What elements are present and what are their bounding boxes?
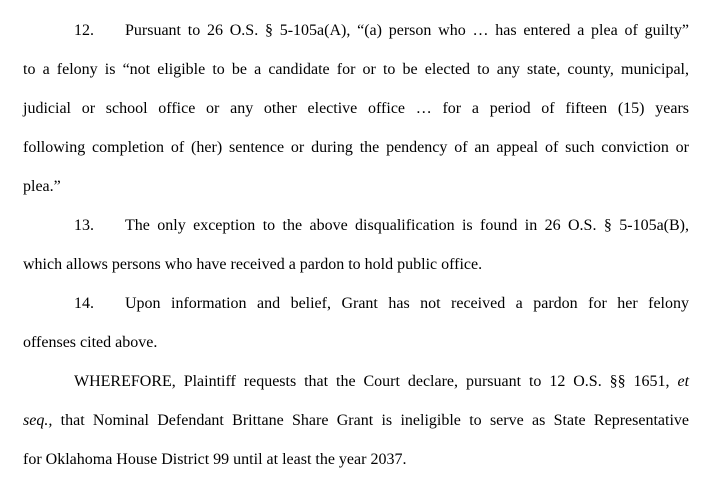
paragraph-13-line-1 xyxy=(23,206,689,245)
paragraph-text: Upon information and belief, Grant has not received a pardon for her felony xyxy=(125,295,689,312)
paragraph-text: The only exception to the above disqualification is found in 26 O.S. § 5-105a(B), xyxy=(125,217,689,234)
paragraph-14-line-1 xyxy=(23,284,689,323)
paragraph-12-line-5: plea.” xyxy=(23,178,61,195)
paragraph-number: 14. xyxy=(74,295,94,312)
paragraph-12-line-2: to a felony is “not eligible to be a candidate for or to be elected to any state, county, municipal, xyxy=(23,61,689,78)
wherefore-line-1 xyxy=(23,362,689,401)
wherefore-text: WHEREFORE, Plaintiff requests that the Court declare, pursuant to 12 O.S. §§ 1651, xyxy=(74,373,670,390)
paragraph-13-line-2: which allows persons who have received a pardon to hold public office. xyxy=(23,256,483,273)
wherefore-line-2 xyxy=(23,401,689,440)
wherefore-text: that Nominal Defendant Brittane Share Grant is ineligible to serve as State Representative xyxy=(60,412,690,429)
paragraph-12-line-4: following completion of (her) sentence or during the pendency of an appeal of such conviction or xyxy=(23,139,689,156)
paragraph-text: Pursuant to 26 O.S. § 5-105a(A), “(a) person who … has entered a plea of guilty” xyxy=(125,22,689,39)
wherefore-line-3: for Oklahoma House District 99 until at least the year 2037. xyxy=(23,451,407,468)
paragraph-number: 13. xyxy=(74,217,94,234)
wherefore-italic-seq: seq., xyxy=(23,412,53,429)
wherefore-italic-et: et xyxy=(677,373,690,390)
paragraph-number: 12. xyxy=(74,22,94,39)
document-page xyxy=(23,11,689,479)
paragraph-12-line-3: judicial or school office or any other elective office … for a period of fifteen (15) years xyxy=(23,100,689,117)
paragraph-14-line-2: offenses cited above. xyxy=(23,334,158,351)
paragraph-12-line-1 xyxy=(23,11,689,50)
